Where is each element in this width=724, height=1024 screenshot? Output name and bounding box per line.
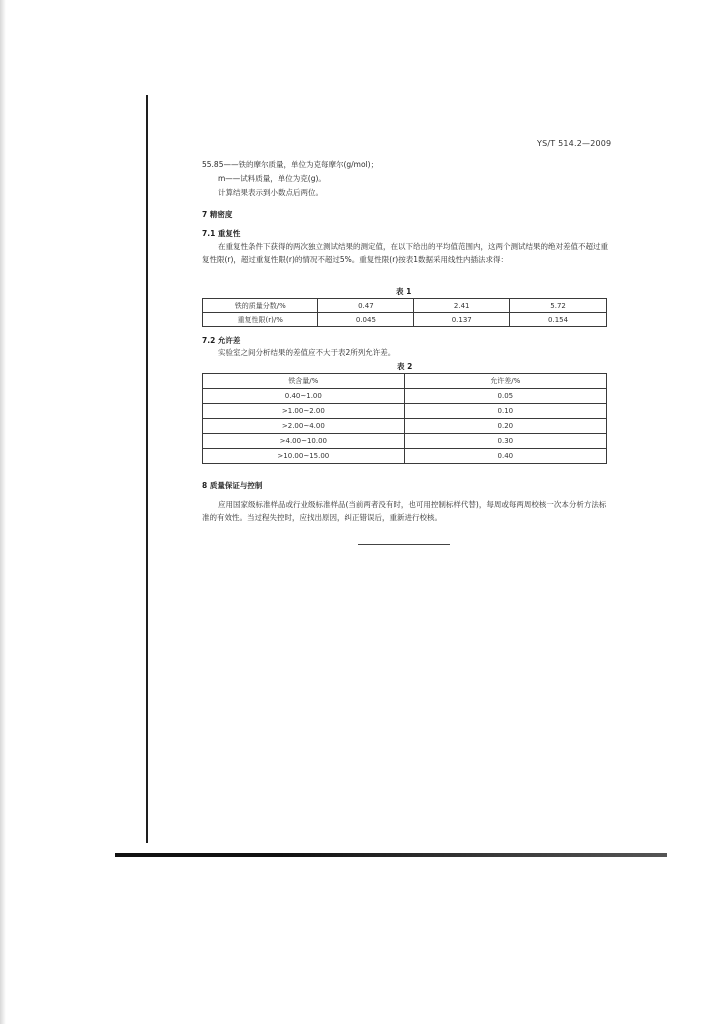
table-2-header-cell: 允许差/% [404, 374, 606, 389]
table-2-cell: >4.00~10.00 [203, 434, 405, 449]
section-7-heading: 7 精密度 [202, 210, 233, 219]
section-7-1-heading: 7.1 重复性 [202, 229, 241, 238]
binding-spine-line [146, 95, 148, 843]
table-2-row [203, 449, 607, 464]
tolerance-paragraph: 实验室之间分析结果的差值应不大于表2所列允许差。 [218, 348, 396, 357]
quality-control-paragraph: 应用国家级标准样品或行业级标准样品(当前两者没有时，也可用控制标样代替)，每周或每两周校核一次本分析方法标准的有效性。当过程失控时，应找出原因，纠正错误后，重新进行校核。 [202, 500, 607, 522]
table-2-cell: >1.00~2.00 [203, 404, 405, 419]
standard-code: YS/T 514.2—2009 [537, 139, 612, 148]
section-7-2-heading: 7.2 允许差 [202, 336, 241, 345]
end-of-text-rule [358, 544, 450, 545]
table-2-row [203, 404, 607, 419]
table-1-cell: 5.72 [510, 299, 607, 313]
table-1-cell: 0.47 [318, 299, 414, 313]
table-1-cell: 0.137 [414, 313, 510, 327]
table-1 [202, 298, 607, 327]
page-edge-shadow [0, 0, 6, 1024]
formula-line-3: 计算结果表示到小数点后两位。 [218, 188, 323, 197]
table-1-caption: 表 1 [396, 287, 412, 296]
table-2-header-row [203, 374, 607, 389]
table-1-cell: 0.154 [510, 313, 607, 327]
formula-line-1: 55.85——铁的摩尔质量，单位为克每摩尔(g/mol)； [202, 160, 379, 169]
page-bottom-rule [115, 853, 667, 857]
table-2-cell: >10.00~15.00 [203, 449, 405, 464]
table-1-cell: 铁的质量分数/% [203, 299, 318, 313]
table-2-row [203, 389, 607, 404]
table-1-row [203, 313, 607, 327]
table-2-cell: 0.40 [404, 449, 606, 464]
table-2-cell: 0.10 [404, 404, 606, 419]
table-2 [202, 373, 607, 464]
table-1-row [203, 299, 607, 313]
table-2-cell: >2.00~4.00 [203, 419, 405, 434]
table-2-caption: 表 2 [397, 362, 413, 371]
table-2-cell: 0.30 [404, 434, 606, 449]
table-1-cell: 2.41 [414, 299, 510, 313]
table-2-row [203, 434, 607, 449]
repeatability-paragraph: 在重复性条件下获得的两次独立测试结果的测定值，在以下给出的平均值范围内，这两个测试结果的绝对差值不超过重复性限(r)，超过重复性限(r)的情况不超过5%。重复性限(r)按表1数据采用线性内插法求得： [202, 242, 608, 264]
table-2-cell: 0.40~1.00 [203, 389, 405, 404]
table-2-row [203, 419, 607, 434]
table-2-header-cell: 铁含量/% [203, 374, 405, 389]
table-1-cell: 0.045 [318, 313, 414, 327]
table-2-cell: 0.20 [404, 419, 606, 434]
table-1-cell: 重复性限(r)/% [203, 313, 318, 327]
section-8-heading: 8 质量保证与控制 [202, 481, 263, 490]
formula-line-2: m——试料质量，单位为克(g)。 [218, 174, 326, 183]
table-2-cell: 0.05 [404, 389, 606, 404]
